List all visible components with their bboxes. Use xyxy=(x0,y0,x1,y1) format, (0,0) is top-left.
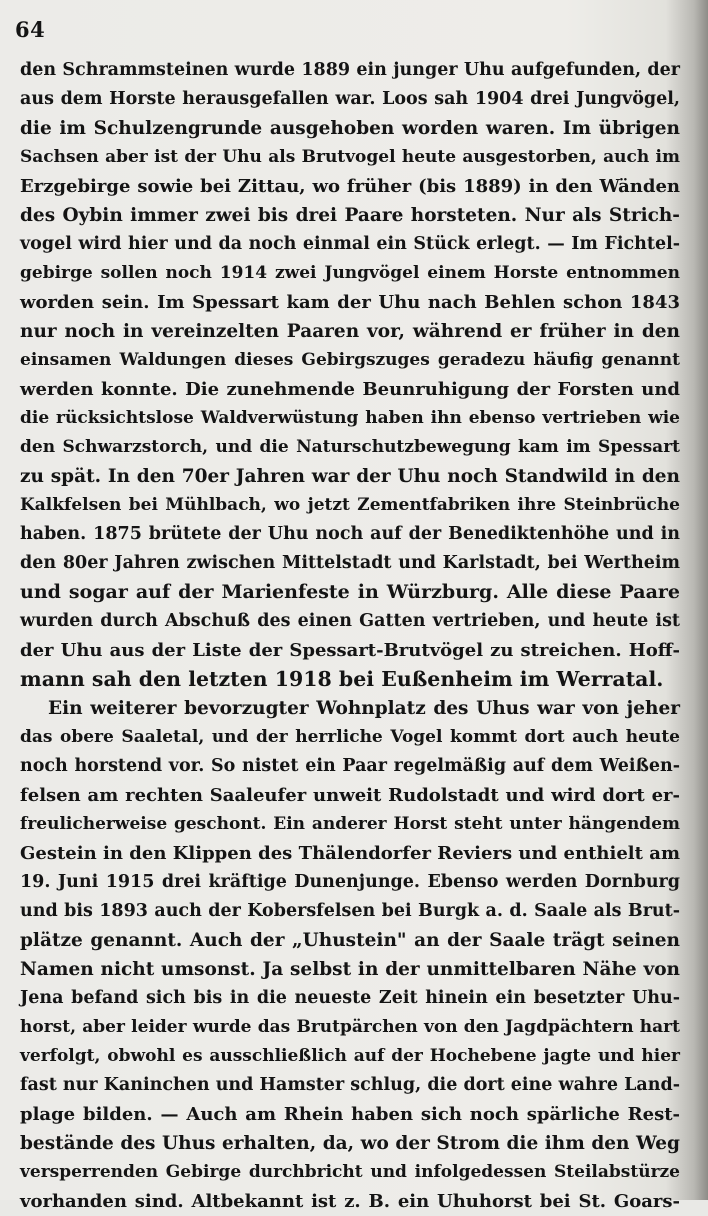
text-line: worden sein. Im Spessart kam der Uhu nach Behlen schon 1843 xyxy=(20,292,680,313)
text-line: die rücksichtslose Waldverwüstung haben ihn ebenso vertrieben wie xyxy=(20,408,680,428)
text-line: und bis 1893 auch der Kobersfelsen bei Burgk a. d. Saale als Brut- xyxy=(20,901,680,921)
text-line: mann sah den letzten 1918 bei Eußenheim im Werratal. xyxy=(20,667,664,691)
paragraph-1 xyxy=(20,56,680,694)
text-line: der Uhu aus der Liste der Spessart-Brutvögel zu streichen. Hoff- xyxy=(20,640,680,661)
text-line: fast nur Kaninchen und Hamster schlug, die dort eine wahre Land- xyxy=(20,1075,680,1095)
text-line: haben. 1875 brütete der Uhu noch auf der Benediktenhöhe und in xyxy=(20,524,680,544)
text-line: den 80er Jahren zwischen Mittelstadt und Karlstadt, bei Wertheim xyxy=(20,553,680,573)
text-line: felsen am rechten Saaleufer unweit Rudolstadt und wird dort er- xyxy=(20,785,680,806)
text-line: das obere Saaletal, und der herrliche Vogel kommt dort auch heute xyxy=(20,727,680,747)
text-line: plätze genannt. Auch der „Uhustein" an der Saale trägt seinen xyxy=(20,930,680,951)
text-line: noch horstend vor. So nistet ein Paar regelmäßig auf dem Weißen- xyxy=(20,756,680,776)
text-line: vorhanden sind. Altbekannt ist z. B. ein Uhuhorst bei St. Goars- xyxy=(20,1191,680,1212)
text-line: zu spät. In den 70er Jahren war der Uhu noch Standwild in den xyxy=(20,466,680,487)
text-line: plage bilden. — Auch am Rhein haben sich noch spärliche Rest- xyxy=(20,1104,680,1125)
text-line: wurden durch Abschuß des einen Gatten vertrieben, und heute ist xyxy=(20,611,680,631)
text-line: einsamen Waldungen dieses Gebirgszuges geradezu häufig genannt xyxy=(20,350,680,370)
text-line: gebirge sollen noch 1914 zwei Jungvögel einem Horste entnommen xyxy=(20,263,680,283)
text-line: die im Schulzengrunde ausgehoben worden waren. Im übrigen xyxy=(20,118,680,139)
text-line: den Schrammsteinen wurde 1889 ein junger Uhu aufgefunden, der xyxy=(20,60,680,80)
text-line: vogel wird hier und da noch einmal ein Stück erlegt. — Im Fichtel- xyxy=(20,234,680,254)
page-number: 64 xyxy=(15,17,46,42)
text-line: Ein weiterer bevorzugter Wohnplatz des Uhus war von jeher xyxy=(48,698,680,719)
body-text xyxy=(20,56,680,1216)
text-line: Namen nicht umsonst. Ja selbst in der unmittelbaren Nähe von xyxy=(20,959,680,980)
text-line: aus dem Horste herausgefallen war. Loos sah 1904 drei Jungvögel, xyxy=(20,89,680,109)
text-line: Kalkfelsen bei Mühlbach, wo jetzt Zementfabriken ihre Steinbrüche xyxy=(20,495,680,515)
text-line: bestände des Uhus erhalten, da, wo der Strom die ihm den Weg xyxy=(20,1133,680,1154)
text-line: des Oybin immer zwei bis drei Paare horsteten. Nur als Strich- xyxy=(20,205,680,226)
text-line: verfolgt, obwohl es ausschließlich auf der Hochebene jagte und hier xyxy=(20,1046,680,1066)
text-line: den Schwarzstorch, und die Naturschutzbewegung kam im Spessart xyxy=(20,437,680,457)
text-line: Gestein in den Klippen des Thälendorfer Reviers und enthielt am xyxy=(20,843,680,864)
text-line: Sachsen aber ist der Uhu als Brutvogel heute ausgestorben, auch im xyxy=(20,147,680,167)
text-line: versperrenden Gebirge durchbricht und infolgedessen Steilabstürze xyxy=(20,1162,680,1182)
text-line: nur noch in vereinzelten Paaren vor, während er früher in den xyxy=(20,321,680,342)
text-line: 19. Juni 1915 drei kräftige Dunenjunge. Ebenso werden Dornburg xyxy=(20,872,680,892)
text-line: Erzgebirge sowie bei Zittau, wo früher (bis 1889) in den Wänden xyxy=(20,176,680,197)
text-line: Jena befand sich bis in die neueste Zeit hinein ein besetzter Uhu- xyxy=(20,988,680,1008)
text-line: horst, aber leider wurde das Brutpärchen von den Jagdpächtern hart xyxy=(20,1017,680,1037)
paragraph-2 xyxy=(20,694,680,1216)
text-line: werden konnte. Die zunehmende Beunruhigung der Forsten und xyxy=(20,379,680,400)
text-line: und sogar auf der Marienfeste in Würzburg. Alle diese Paare xyxy=(20,581,680,603)
text-line: freulicherweise geschont. Ein anderer Horst steht unter hängendem xyxy=(20,814,680,834)
